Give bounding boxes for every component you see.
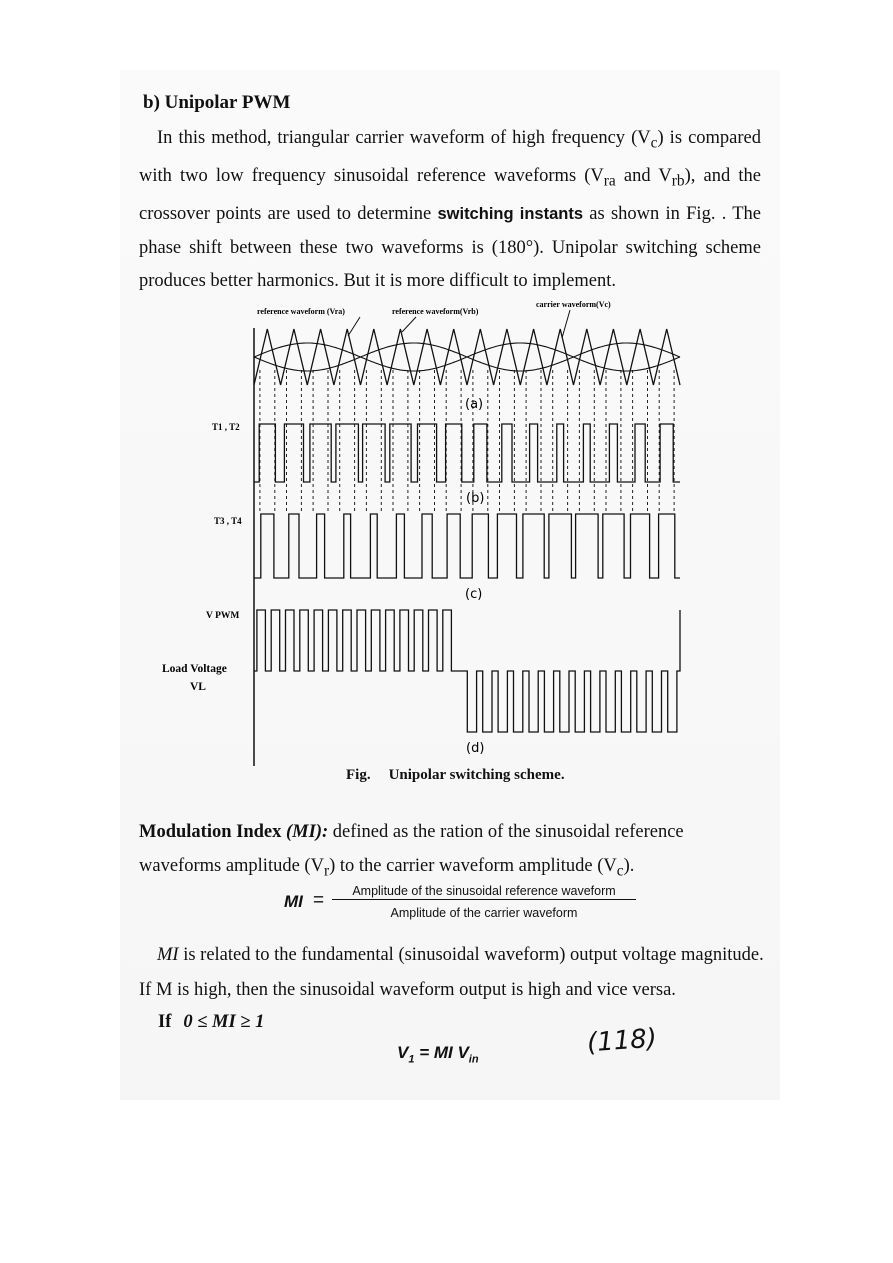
t1-t2-switching-waveform: [254, 424, 680, 482]
formula-lhs: MI: [284, 892, 303, 911]
t3-t4-label: T3 , T4: [214, 516, 242, 526]
body-paragraph: In this method, triangular carrier waveform of high frequency $(V_c)$ is compared with two low frequency sinusoidal reference waveforms ($V_{ra}$ and $V_{rb}$), and the crossover points are used to determine switching instants as shown in Fig. . The phase shift between these two waveforms is (180°). Unipolar switching scheme produces better harmonics. But it is more difficult to implement.: [139, 128, 761, 292]
formula-denominator: Amplitude of the carrier waveform: [390, 906, 578, 920]
panel-d-label: (d): [466, 741, 485, 756]
vl-label: VL: [190, 681, 206, 693]
handwritten-equation-number: (118): [586, 1023, 658, 1059]
carrier-and-reference-waveforms: [254, 329, 680, 385]
panel-a-label: (a): [465, 397, 484, 412]
load-voltage-label: Load Voltage: [162, 663, 227, 675]
mi-condition: If 0 ≤ MI ≥ 1: [158, 1012, 265, 1032]
pointer-line-carrier: [562, 310, 570, 338]
pointer-line-reference-a: [348, 317, 360, 336]
t1-t2-pulse-train: [254, 424, 680, 482]
load-voltage-pulse-train: [254, 610, 680, 732]
mi-relation-paragraph: MI is related to the fundamental (sinusoidal waveform) output voltage magnitude. If M is high, then the sinusoidal waveform output is high and vice versa.: [139, 945, 764, 1000]
modulation-index-formula: [284, 884, 644, 928]
load-voltage-waveform: [254, 610, 680, 732]
pointer-line-reference-b: [402, 317, 416, 332]
modulation-index-definition: Modulation Index (MI): defined as the ration of the sinusoidal reference waveforms amplitude $(V_r)$ to the carrier waveform amplitude $(V_c)$.: [139, 822, 684, 880]
output-voltage-equation: $V_1$ = MI $V_{in}$: [397, 1043, 479, 1066]
reference-b-label: reference waveform(Vrb): [392, 307, 479, 316]
carrier-label: carrier waveform(Vc): [536, 300, 611, 309]
panel-b-label: (b): [466, 491, 485, 506]
unipolar-switching-figure: [150, 292, 710, 792]
t1-t2-label: T1 , T2: [212, 422, 240, 432]
formula-equals: =: [313, 890, 325, 911]
t3-t4-switching-waveform: [254, 514, 680, 578]
reference-sine-b: [254, 343, 680, 371]
v-pwm-label: V PWM: [206, 611, 240, 621]
formula-numerator: Amplitude of the sinusoidal reference waveform: [332, 884, 636, 900]
section-heading: b) Unipolar PWM: [143, 92, 291, 113]
panel-c-label: (c): [465, 587, 483, 602]
reference-a-label: reference waveform (Vra): [257, 307, 345, 316]
t3-t4-pulse-train: [254, 514, 680, 578]
figure-caption: Fig. Unipolar switching scheme.: [346, 767, 565, 783]
